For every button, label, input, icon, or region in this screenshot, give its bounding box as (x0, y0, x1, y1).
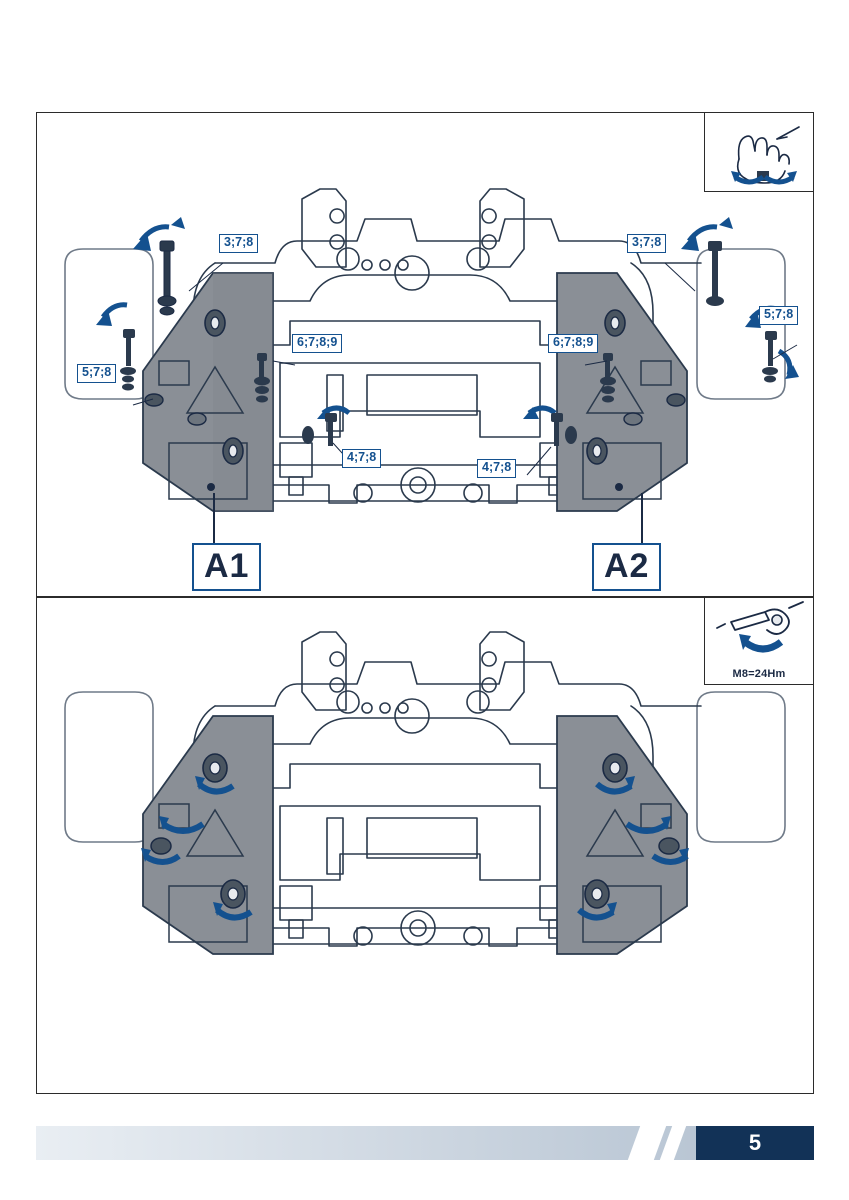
installation-step-panel-1 (36, 112, 814, 597)
hand-with-wrench-icon (705, 113, 813, 191)
fastener-left-low (302, 407, 349, 446)
vehicle-underbody-diagram-2 (37, 598, 813, 1093)
tool-inset-hand-wrench (704, 112, 814, 192)
badge-a1: A1 (192, 543, 261, 591)
torque-value-label: M8=24Hm (732, 668, 786, 680)
callout-left-low: 4;7;8 (342, 449, 381, 468)
page-number: 5 (748, 1130, 762, 1155)
callout-left-mid: 5;7;8 (77, 364, 116, 383)
callout-right-low: 4;7;8 (477, 459, 516, 478)
footer-gradient-bar (36, 1126, 696, 1160)
badge-a2: A2 (592, 543, 661, 591)
vehicle-underbody-diagram-1 (37, 113, 813, 596)
bracket-a2 (557, 273, 687, 511)
callout-right-inner: 6;7;8;9 (548, 334, 598, 353)
torque-wrench-icon (705, 598, 813, 662)
callout-left-top: 3;7;8 (219, 234, 258, 253)
bracket-a1-installed (141, 716, 273, 954)
callout-right-top: 3;7;8 (627, 234, 666, 253)
fastener-left-top (133, 217, 185, 315)
installation-step-panel-2 (36, 597, 814, 1094)
tool-inset-torque-wrench (704, 597, 814, 685)
fastener-right-top (681, 217, 733, 306)
page-footer (36, 1126, 814, 1160)
callout-right-mid: 5;7;8 (759, 306, 798, 325)
callout-left-inner: 6;7;8;9 (292, 334, 342, 353)
bracket-a2-installed (557, 716, 689, 954)
